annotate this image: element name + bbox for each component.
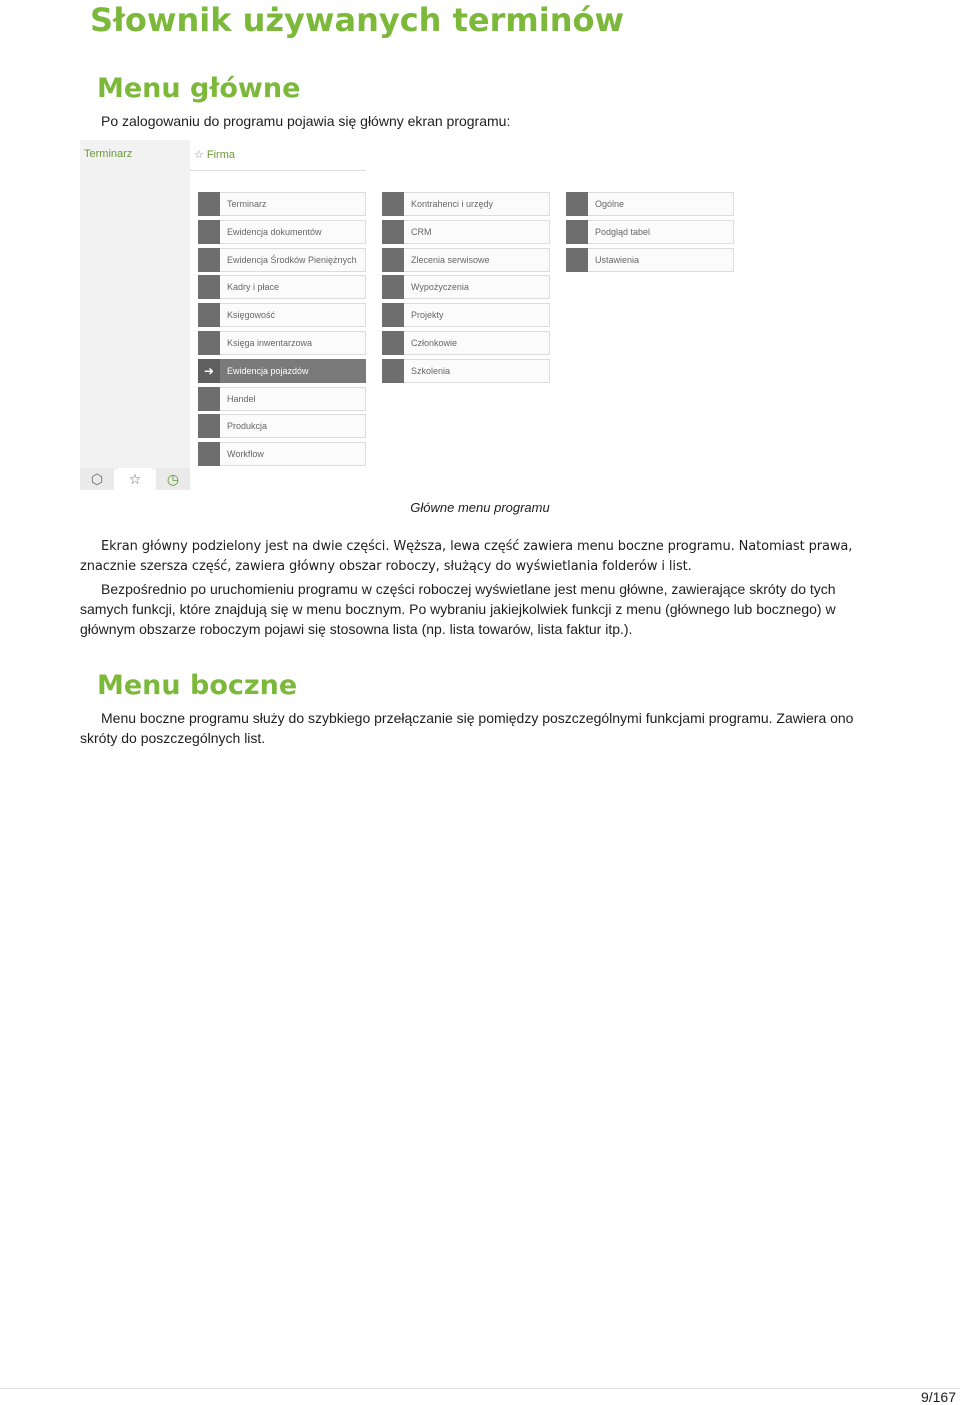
- tile-icon: [382, 303, 404, 327]
- tile-icon: [198, 442, 220, 466]
- page-number: 9/167: [920, 1389, 956, 1405]
- menu-tile[interactable]: [382, 275, 550, 299]
- tile-icon: [566, 220, 588, 244]
- menu-tile[interactable]: [198, 303, 366, 327]
- main-menu-screenshot: [80, 140, 740, 490]
- menu-tile[interactable]: [566, 248, 734, 272]
- menu-tile[interactable]: [198, 275, 366, 299]
- arrow-right-icon: ➜: [198, 359, 220, 383]
- divider: [190, 170, 366, 171]
- menu-tile[interactable]: [566, 220, 734, 244]
- menu-tile-label: Księgowość: [227, 310, 276, 321]
- menu-tile-label: Projekty: [411, 310, 444, 321]
- favorite-tab[interactable]: [194, 148, 235, 161]
- menu-tile-label: Członkowie: [411, 338, 458, 348]
- paragraph-main-menu: Bezpośrednio po uruchomieniu programu w części roboczej wyświetlane jest menu główne, zawierające skróty do tych samych funkcji, które znajdują się w menu bocznym. Po wybraniu jakiejkolwiek funkcji z menu (głównego lub bocznego) w głównym obszarze roboczym pojawi się stosowna lista (np. lista towarów, lista faktur itp.).: [80, 581, 836, 637]
- clock-icon[interactable]: ◷: [156, 468, 190, 490]
- tile-icon: [198, 331, 220, 355]
- menu-tile[interactable]: [198, 442, 366, 466]
- section-heading-menu-boczne: Menu boczne: [97, 670, 298, 701]
- menu-tile[interactable]: [382, 192, 550, 216]
- menu-tile[interactable]: [382, 303, 550, 327]
- menu-tile-label: Księga inwentarzowa: [227, 338, 313, 348]
- tile-icon: [382, 331, 404, 355]
- menu-tile[interactable]: [198, 192, 366, 216]
- tile-icon: [382, 248, 404, 272]
- figure-caption: Główne menu programu: [410, 500, 550, 515]
- menu-tile-label: Podgląd tabel: [595, 226, 651, 237]
- menu-tile-label: Ewidencja pojazdów: [227, 365, 309, 376]
- side-panel-title: Terminarz: [84, 148, 133, 160]
- paragraph-side-menu: Menu boczne programu służy do szybkiego przełączanie się pomiędzy poszczególnymi funkcjami programu. Zawiera ono skróty do poszczególnych list.: [80, 710, 854, 746]
- box-icon[interactable]: ⬡: [80, 468, 114, 490]
- paragraph-screen-layout: Ekran główny podzielony jest na dwie części. Węższa, lewa część zawiera menu boczne programu. Natomiast prawa, znacznie szersza część, zawiera główny obszar roboczy, służący do wyświetlania folderów i list.: [80, 539, 853, 574]
- menu-tile[interactable]: [198, 387, 366, 411]
- tile-icon: [382, 220, 404, 244]
- section-heading-menu-glowne: Menu główne: [97, 73, 301, 104]
- menu-tile-label: Wypożyczenia: [411, 282, 469, 293]
- menu-tile[interactable]: [198, 359, 366, 383]
- menu-tile[interactable]: [382, 248, 550, 272]
- menu-tile[interactable]: [382, 220, 550, 244]
- tile-icon: [198, 387, 220, 411]
- tile-icon: [198, 414, 220, 438]
- menu-tile-label: Handel: [227, 393, 256, 404]
- menu-tile[interactable]: [198, 220, 366, 244]
- menu-tile-label: Ogólne: [595, 199, 625, 209]
- menu-tile-label: CRM: [411, 226, 432, 237]
- menu-tile[interactable]: [382, 359, 550, 383]
- menu-tile-label: Kadry i płace: [227, 282, 280, 293]
- page-title: Słownik używanych terminów: [90, 1, 625, 39]
- tile-icon: [566, 192, 588, 216]
- tile-icon: [382, 192, 404, 216]
- menu-tile-label: Terminarz: [227, 199, 267, 209]
- menu-tile[interactable]: [382, 331, 550, 355]
- star-icon[interactable]: ☆: [118, 468, 152, 490]
- menu-tile-label: Ewidencja Środków Pieniężnych: [227, 254, 357, 265]
- menu-tile-label: Zlecenia serwisowe: [411, 254, 490, 265]
- menu-tile-label: Ustawienia: [595, 254, 640, 265]
- tile-icon: [198, 220, 220, 244]
- menu-tile[interactable]: [198, 331, 366, 355]
- menu-tile-label: Szkolenia: [411, 365, 451, 376]
- star-outline-icon: ☆: [194, 149, 204, 161]
- side-panel-tabs: [80, 468, 190, 490]
- footer-divider: [0, 1388, 960, 1389]
- menu-tile[interactable]: [198, 248, 366, 272]
- menu-tile-label: Kontrahenci i urzędy: [411, 199, 494, 209]
- tile-icon: [198, 303, 220, 327]
- tile-icon: [198, 248, 220, 272]
- menu-tile-label: Ewidencja dokumentów: [227, 226, 322, 237]
- tile-icon: [382, 359, 404, 383]
- tile-icon: [198, 275, 220, 299]
- menu-tile-label: Workflow: [227, 449, 264, 460]
- tile-icon: [198, 192, 220, 216]
- tile-icon: [566, 248, 588, 272]
- side-panel: [80, 140, 190, 470]
- menu-tile-label: Produkcja: [227, 421, 268, 432]
- tile-icon: [382, 275, 404, 299]
- menu-tile[interactable]: [198, 414, 366, 438]
- intro-paragraph: Po zalogowaniu do programu pojawia się główny ekran programu:: [101, 113, 511, 129]
- favorite-label: Firma: [206, 149, 235, 161]
- menu-tile[interactable]: [566, 192, 734, 216]
